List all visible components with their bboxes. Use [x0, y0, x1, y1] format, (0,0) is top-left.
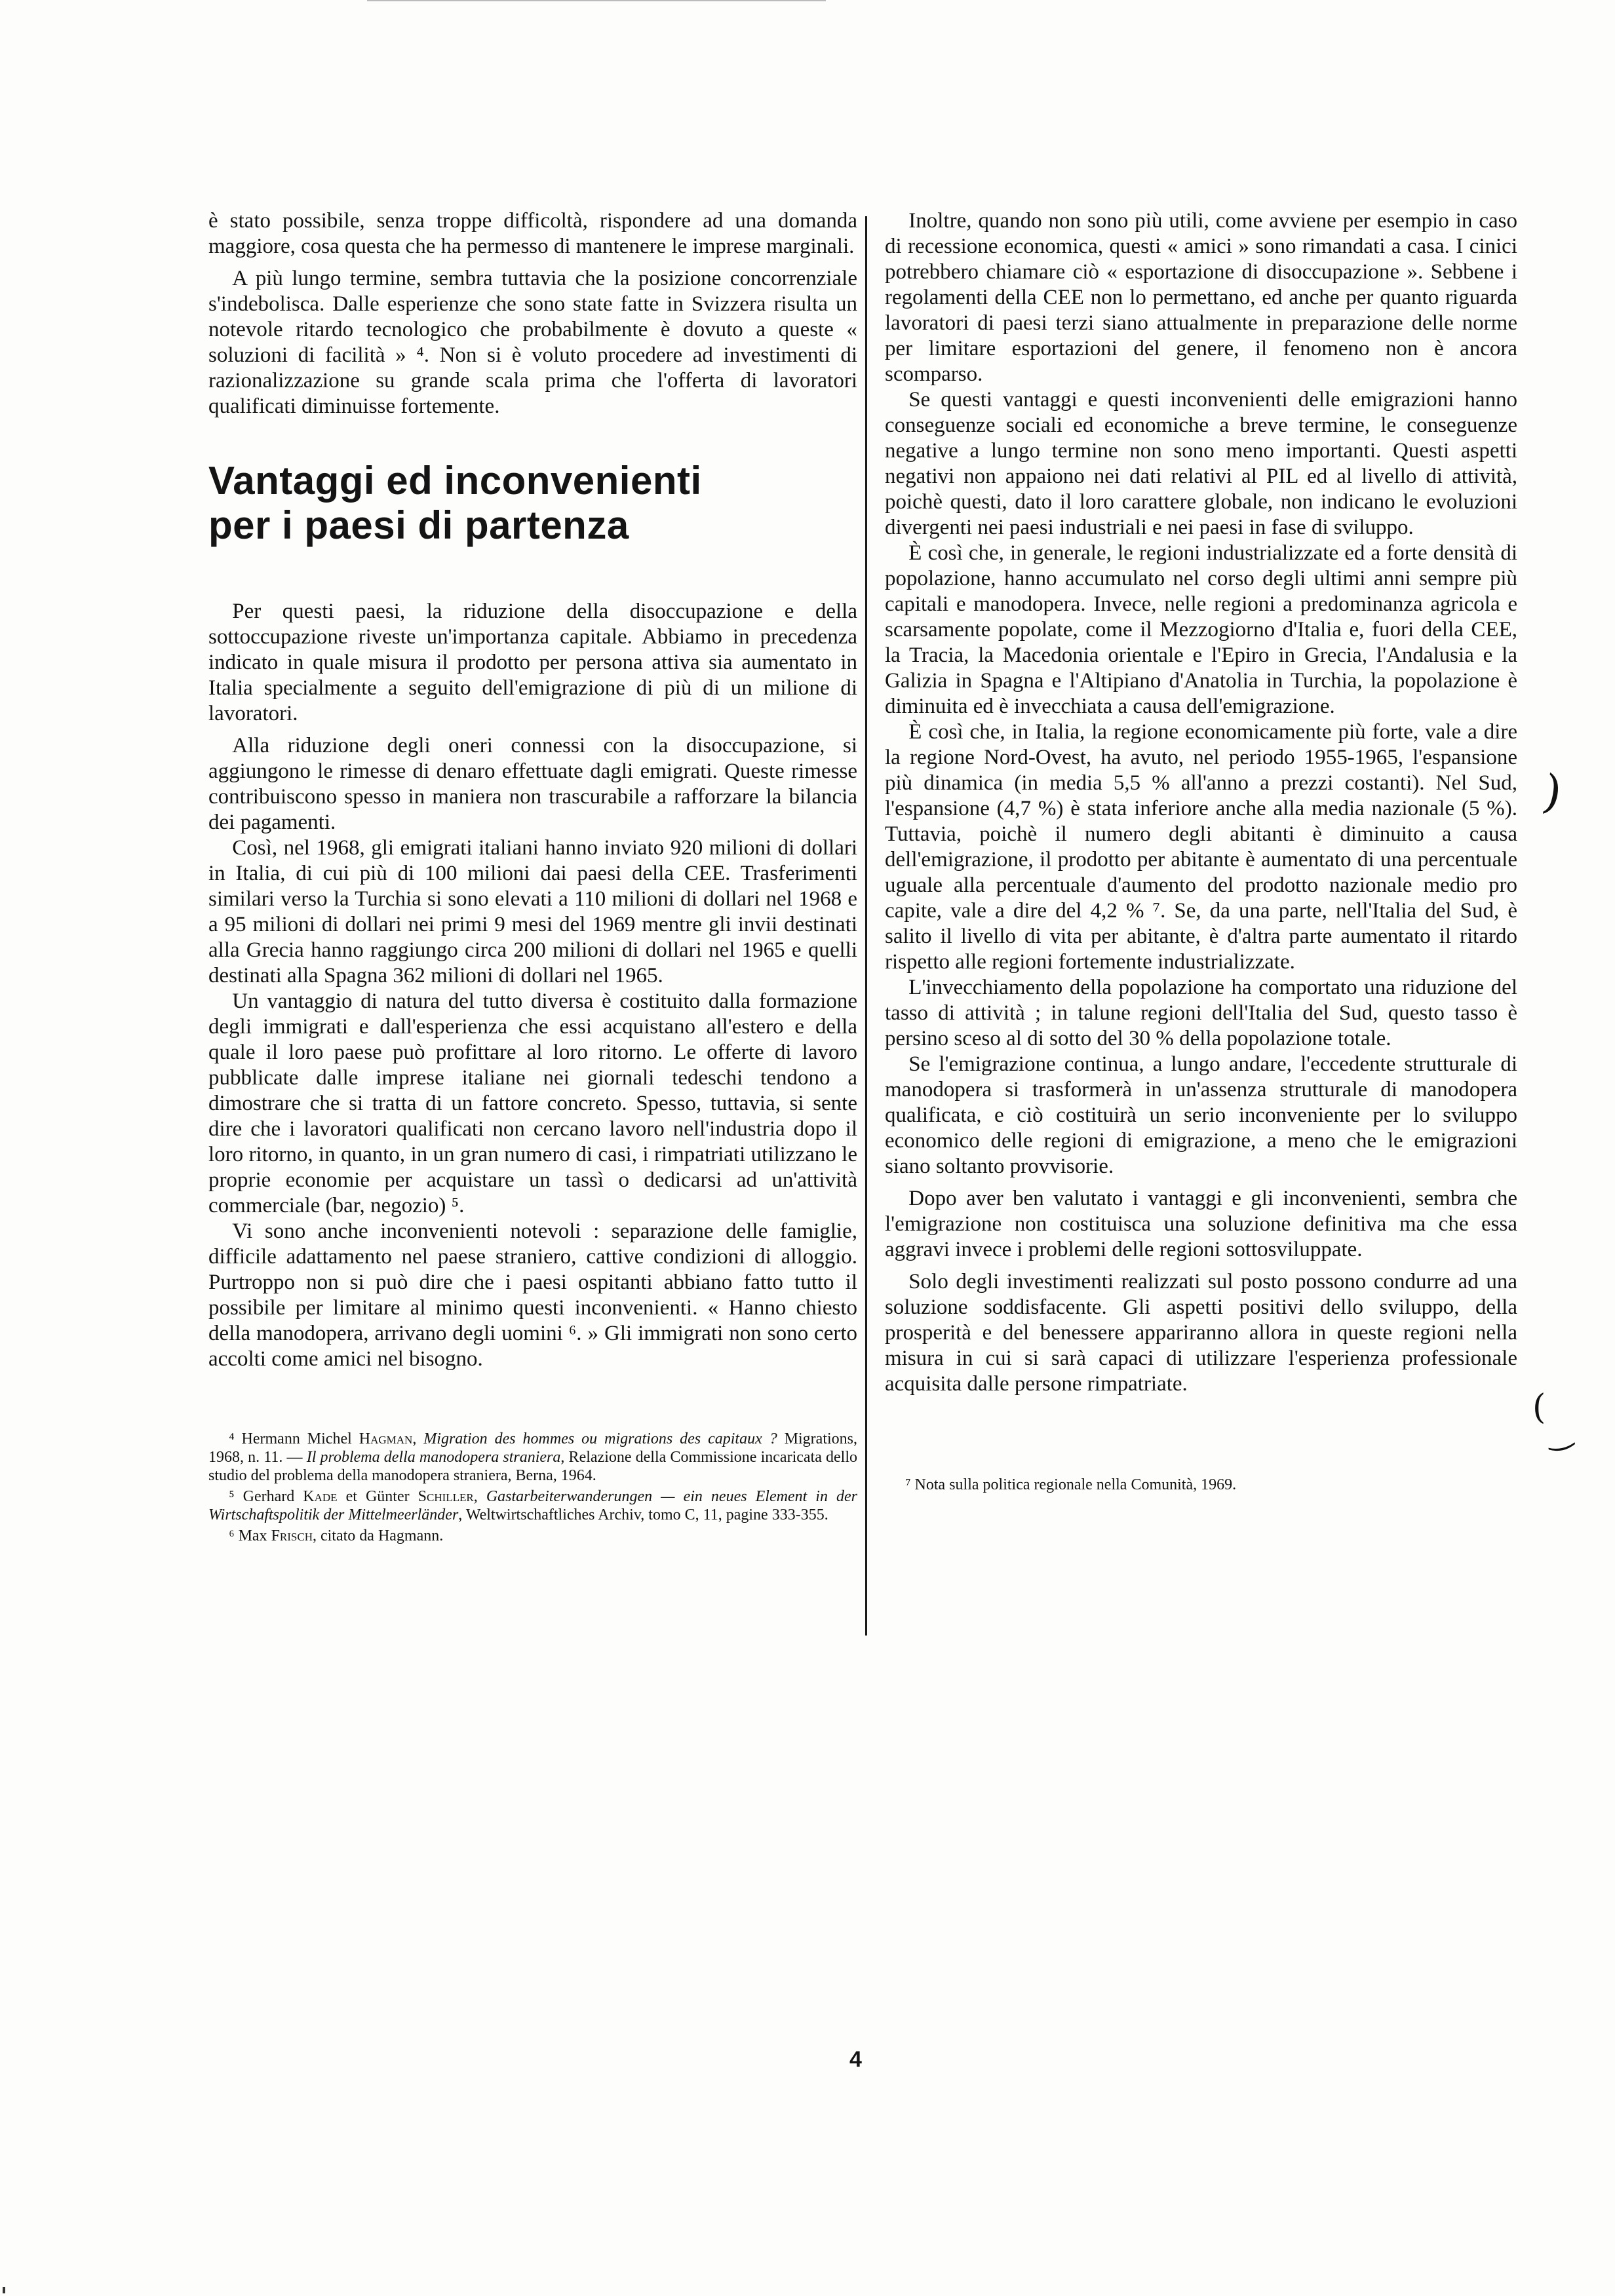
paragraph: è stato possibile, senza troppe difficoltà, rispondere ad una domanda maggiore, cosa questa che ha permesso di mantenere le imprese marginali. [208, 209, 857, 258]
paragraph: Se l'emigrazione continua, a lungo andare, l'eccedente strutturale di manodopera si trasformerà in un'assenza strutturale di manodopera qualificata, e ciò costituirà un serio inconveniente per lo sviluppo economico delle regioni di emigrazione, a meno che le emigrazioni siano soltanto provvisorie. [885, 1052, 1517, 1178]
paragraph: Per questi paesi, la riduzione della disoccupazione e della sottoccupazione riveste un'importanza capitale. Abbiamo in precedenza indicato in quale misura il prodotto per persona attiva sia aumentato in Italia specialmente a seguito dell'emigrazione di più di un milione di lavoratori. [208, 600, 857, 725]
paragraph: Vi sono anche inconvenienti notevoli : separazione delle famiglie, difficile adattamento nel paese straniero, cattive condizioni di alloggio. Purtroppo non si può dire che i paesi ospitanti abbiano fatto tutto il possibile per limitare al minimo questi inconvenienti. « Hanno chiesto della manodopera, arrivano degli uomini ⁶. » Gli immigrati non sono certo accolti come amici nel bisogno. [208, 1219, 857, 1371]
top-rule [367, 0, 826, 1]
page-number: 4 [849, 2047, 862, 2072]
heading-line: per i paesi di partenza [208, 503, 629, 547]
margin-mark: ‿ [1543, 1413, 1575, 1453]
paragraph: Solo degli investimenti realizzati sul posto possono condurre ad una soluzione soddisfacente. Gli aspetti positivi dello sviluppo, della prosperità e del benessere appariranno allora in queste regioni nella misura in cui si sarà capaci di utilizzare l'esperienza professionale acquisita dalle persone rimpatriate. [885, 1270, 1517, 1396]
paragraph: È così che, in Italia, la regione economicamente più forte, vale a dire la regione Nord-Ovest, ha avuto, nel periodo 1955-1965, l'espansione più dinamica (in media 5,5 % all'anno a prezzi costanti). Nel Sud, l'espansione (4,7 %) è stata inferiore anche alla media nazionale (5 %). Tuttavia, poichè il numero degli abitanti è diminuito a causa dell'emigrazione, il prodotto per abitante è aumentato di una percentuale uguale alla percentuale d'aumento del prodotto nazionale medio pro capite, vale a dire del 4,2 % ⁷. Se, da una parte, nell'Italia del Sud, è salito il livello di vita per abitante, è d'altra parte aumentato il ritardo rispetto alle regioni fortemente industrializzate. [885, 720, 1517, 974]
paragraph: L'invecchiamento della popolazione ha comportato una riduzione del tasso di attività ; in talune regioni dell'Italia del Sud, questo tasso è persino sceso al di sotto del 30 % della popolazione totale. [885, 976, 1517, 1050]
paragraph: A più lungo termine, sembra tuttavia che la posizione concorrenziale s'indebolisca. Dalle esperienze che sono state fatte in Svizzera risulta un notevole ritardo tecnologico che probabilmente è dovuto a queste « soluzioni di facilità » ⁴. Non si è voluto procedere ad investimenti di razionalizzazione su grande scala prima che l'offerta di lavoratori qualificati diminuisse fortemente. [208, 267, 857, 418]
footnotes [208, 1430, 857, 1545]
paragraph: Alla riduzione degli oneri connessi con la disoccupazione, si aggiungono le rimesse di denaro effettuate dagli emigrati. Queste rimesse contribuiscono spesso in maniera non trascurabile a rafforzare la bilancia dei pagamenti. [208, 734, 857, 834]
footnote-5: ⁵ Gerhard Kade et Günter Schiller, Gastarbeiterwanderungen — ein neues Element in der Wirtschaftspolitik der Mittelmeerländer, Weltwirtschaftliches Archiv, tomo C, 11, pagine 333-355. [208, 1488, 857, 1523]
column-divider [865, 216, 867, 1636]
left-column [208, 208, 857, 1548]
right-column [885, 208, 1517, 1510]
scan-artifact [3, 2287, 5, 2293]
paragraph: È così che, in generale, le regioni industrializzate ed a forte densità di popolazione, hanno accumulato nel corso degli ultimi anni sempre più capitali e manodopera. Invece, nelle regioni a predominanza agricola e scarsamente popolate, come il Mezzogiorno d'Italia e, fuori della CEE, la Tracia, la Macedonia orientale e l'Epiro in Grecia, l'Andalusia e la Galizia in Spagna e l'Altipiano d'Anatolia in Turchia, la popolazione è diminuita ed è invecchiata a causa dell'emigrazione. [885, 541, 1517, 718]
footnote-4: ⁴ Hermann Michel Hagman, Migration des hommes ou migrations des capitaux ? Migrations, 1968, n. 11. — Il problema della manodopera straniera, Relazione della Commissione incaricata dello studio del problema della manodopera straniera, Berna, 1964. [208, 1430, 858, 1484]
margin-mark: ) [1539, 764, 1566, 820]
margin-mark: ( [1532, 1388, 1546, 1427]
paragraph: Dopo aver ben valutato i vantaggi e gli inconvenienti, sembra che l'emigrazione non costituisca una soluzione definitiva ma che essa aggravi invece i problemi delle regioni sottosviluppate. [885, 1187, 1517, 1261]
paragraph: Così, nel 1968, gli emigrati italiani hanno inviato 920 milioni di dollari in Italia, di cui più di 100 milioni dai paesi della CEE. Trasferimenti similari verso la Turchia si sono elevati a 110 milioni di dollari nel 1968 e a 95 milioni di dollari nei primi 9 mesi del 1969 mentre gli invii destinati alla Grecia hanno raggiungo circa 200 milioni di dollari nel 1965 e quelli destinati alla Spagna 362 milioni di dollari nel 1965. [208, 836, 857, 987]
section-heading [208, 459, 857, 548]
paragraph: Se questi vantaggi e questi inconvenienti delle emigrazioni hanno conseguenze sociali ed economiche a breve termine, le conseguenze negative a lungo termine non sono meno importanti. Questi aspetti negativi non appaiono nei dati relativi al PIL ed al livello di attività, poichè questi, dato il loro carattere globale, non indicano le evoluzioni divergenti nei paesi industriali e nei paesi in fase di sviluppo. [885, 388, 1517, 539]
paragraph: Inoltre, quando non sono più utili, come avviene per esempio in caso di recessione economica, questi « amici » sono rimandati a casa. I cinici potrebbero chiamare ciò « esportazione di disoccupazione ». Sebbene i regolamenti della CEE non lo permettano, ed anche per quanto riguarda lavoratori di paesi terzi siano attualmente in preparazione delle norme per limitare esportazioni del genere, il fenomeno non è ancora scomparso. [885, 209, 1517, 386]
footnote-7: ⁷ Nota sulla politica regionale nella Comunità, 1969. [905, 1476, 1237, 1493]
footnote-6: ⁶ Max Frisch, citato da Hagmann. [229, 1527, 444, 1544]
heading-line: Vantaggi ed inconvenienti [208, 459, 702, 503]
paragraph: Un vantaggio di natura del tutto diversa è costituito dalla formazione degli immigrati e dall'esperienza che essi acquistano all'estero e della quale il loro paese può profittare al loro ritorno. Le offerte di lavoro pubblicate dalle imprese italiane nei giornali tedeschi tendono a dimostrare che si tratta di un fattore concreto. Spesso, tuttavia, si sente dire che i lavoratori qualificati non cercano lavoro nell'industria dopo il loro ritorno, in quanto, in un gran numero di casi, i rimpatriati utilizzano le proprie economie per acquistare un tassì o dedicarsi ad un'attività commerciale (bar, negozio) ⁵. [208, 989, 857, 1217]
